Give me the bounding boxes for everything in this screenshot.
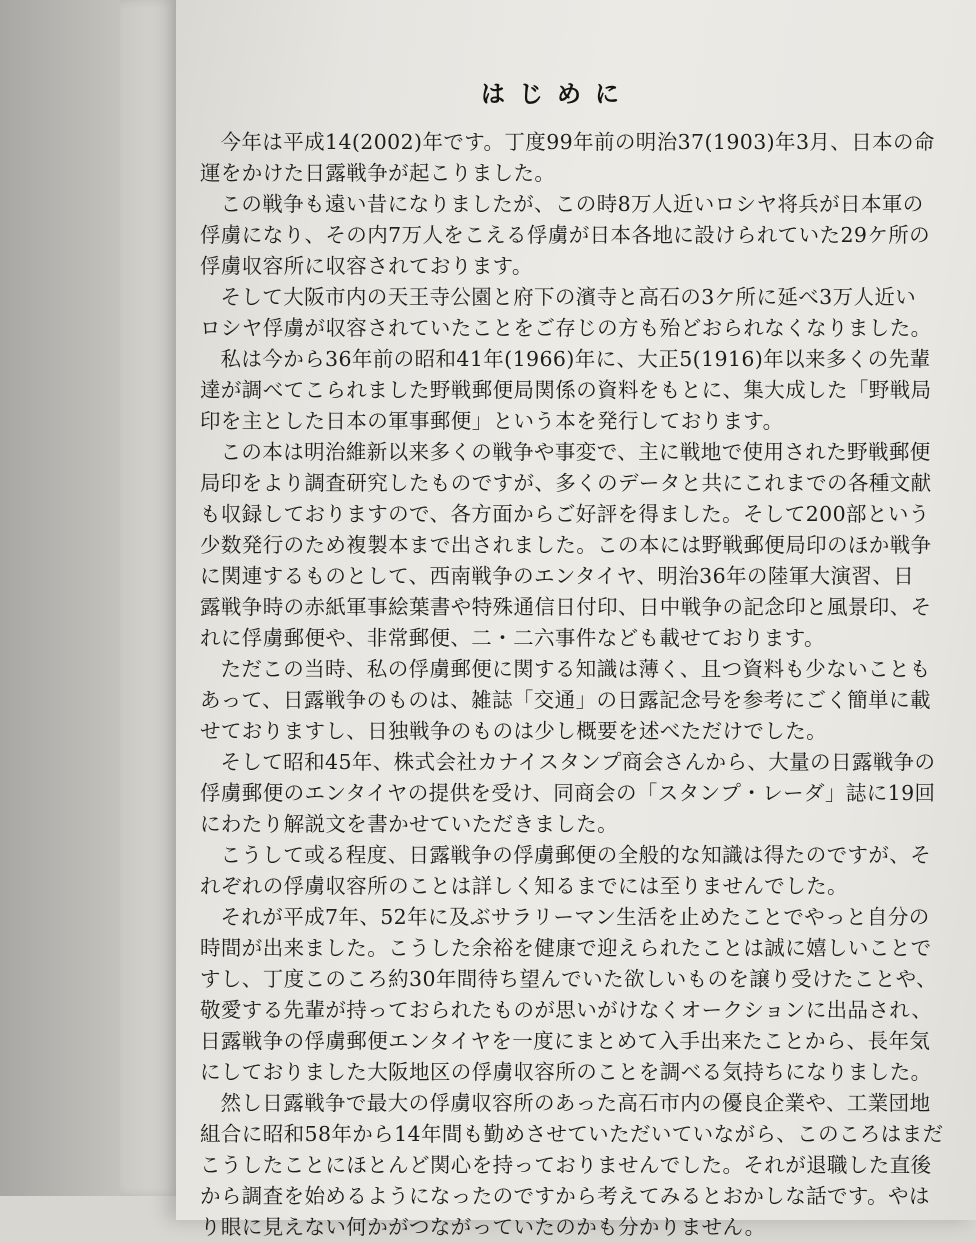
page-title: はじめに — [481, 80, 633, 108]
text-line: から調査を始めるようになったのですから考えてみるとおかしな話です。やは — [200, 1184, 930, 1208]
text-line: も収録しておりますので、各方面からご好評を得ました。そして200部という — [200, 502, 930, 526]
underlying-page-edge — [120, 0, 180, 1196]
page-content — [200, 60, 944, 1243]
text-line: れに俘虜郵便や、非常郵便、二・二六事件なども載せております。 — [200, 626, 825, 650]
text-line: こうして或る程度、日露戦争の俘虜郵便の全般的な知識は得たのですが、そ — [220, 843, 932, 867]
paragraph — [200, 902, 938, 1088]
text-line: そして昭和45年、株式会社カナイスタンプ商会さんから、大量の日露戦争の — [220, 750, 936, 774]
paragraph — [200, 1088, 944, 1243]
text-line: ただこの当時、私の俘虜郵便に関する知識は薄く、且つ資料も少ないことも — [220, 657, 931, 681]
text-line: れぞれの俘虜収容所のことは詳しく知るまでには至りませんでした。 — [200, 874, 848, 898]
text-line: 時間が出来ました。こうした余裕を健康で迎えられたことは誠に嬉しいことで — [200, 936, 932, 960]
text-line: 俘虜収容所に収容されております。 — [200, 254, 533, 278]
paragraph — [200, 654, 931, 747]
text-line: り眼に見えない何かがつながっていたのかも分かりません。 — [200, 1215, 766, 1239]
text-line: 敬愛する先輩が持っておられたものが思いがけなくオークションに出品され、 — [200, 998, 933, 1022]
text-line: すし、丁度このころ約30年間待ち望んでいた欲しいものを譲り受けたことや、 — [200, 967, 938, 991]
text-line: にわたり解説文を書かせていただきました。 — [200, 812, 618, 836]
text-line: 達が調べてこられました野戦郵便局関係の資料をもとに、集大成した「野戦局 — [200, 378, 932, 402]
text-line: 日露戦争の俘虜郵便エンタイヤを一度にまとめて入手出来たことから、長年気 — [200, 1029, 931, 1053]
text-line: 俘虜郵便のエンタイヤの提供を受け、同商会の「スタンプ・レーダ」誌に19回 — [200, 781, 936, 805]
text-line: にしておりました大阪地区の俘虜収容所のことを調べる気持ちになりました。 — [200, 1060, 932, 1084]
paragraph — [200, 437, 932, 654]
text-line: それが平成7年、52年に及ぶサラリーマン生活を止めたことでやっと自分の — [220, 905, 930, 929]
text-line: 印を主とした日本の軍事郵便」という本を発行しております。 — [200, 409, 784, 433]
paragraph — [200, 840, 932, 902]
text-line: 私は今から36年前の昭和41年(1966)年に、大正5(1916)年以来多くの先輩 — [220, 347, 931, 371]
background-gutter — [0, 0, 140, 1196]
paragraph — [200, 127, 935, 189]
text-line: に関連するものとして、西南戦争のエンタイヤ、明治36年の陸軍大演習、日 — [200, 564, 915, 588]
text-line: 局印をより調査研究したものですが、多くのデータと共にこれまでの各種文献 — [200, 471, 932, 495]
text-line: 組合に昭和58年から14年間も勤めさせていただいていながら、このころはまだ — [200, 1122, 944, 1146]
text-line: そして大阪市内の天王寺公園と府下の濱寺と高石の3ケ所に延べ3万人近い — [220, 285, 917, 309]
text-line: 今年は平成14(2002)年です。丁度99年前の明治37(1903)年3月、日本の命 — [220, 130, 935, 154]
paragraph — [200, 344, 932, 437]
text-line: あって、日露戦争のものは、雑誌「交通」の日露記念号を参考にごく簡単に載 — [200, 688, 931, 712]
paragraph — [200, 282, 932, 344]
text-line: 少数発行のため複製本まで出されました。この本には野戦郵便局印のほか戦争 — [200, 533, 932, 557]
text-line: ロシヤ俘虜が収容されていたことをご存じの方も殆どおられなくなりました。 — [200, 316, 932, 340]
text-line: せておりますし、日独戦争のものは少し概要を述べただけでした。 — [200, 719, 827, 743]
paragraph — [200, 747, 936, 840]
body-text — [200, 127, 944, 1243]
text-line: 運をかけた日露戦争が起こりました。 — [200, 161, 556, 185]
paragraph — [200, 189, 931, 282]
text-line: こうしたことにほとんど関心を持っておりませんでした。それが退職した直後 — [200, 1153, 932, 1177]
text-line: この本は明治維新以来多くの戦争や事変で、主に戦地で使用された野戦郵便 — [220, 440, 931, 464]
text-line: この戦争も遠い昔になりましたが、この時8万人近いロシヤ将兵が日本軍の — [220, 192, 924, 216]
text-line: 俘虜になり、その内7万人をこえる俘虜が日本各地に設けられていた29ケ所の — [200, 223, 931, 247]
text-line: 露戦争時の赤紙軍事絵葉書や特殊通信日付印、日中戦争の記念印と風景印、そ — [200, 595, 932, 619]
text-line: 然し日露戦争で最大の俘虜収容所のあった高石市内の優良企業や、工業団地 — [220, 1091, 931, 1115]
